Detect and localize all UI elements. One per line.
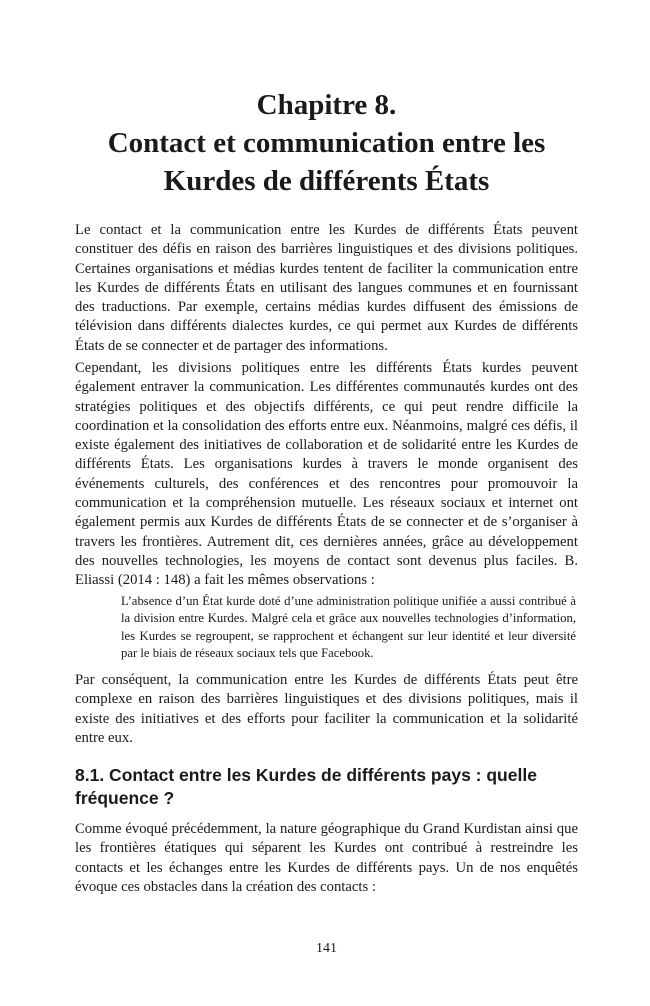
book-page [75,0,578,1006]
page-number: 141 [316,941,337,956]
chapter-title-line-3: Kurdes de différents États [163,165,490,197]
chapter-title [75,86,578,200]
chapter-number: Chapitre 8. [256,89,397,121]
body-paragraph: Cependant, les divisions politiques entre les différents États kurdes peuvent également entraver la communication. Les différentes communautés kurdes ont des stratégies politiques et des objectifs différents, ce qui peut rendre difficile la coordination et la consolidation des efforts entre eux. Néanmoins, malgré ces défis, il existe également des initiatives de collaboration et de solidarité entre les Kurdes de différents États. Les organisations kurdes à travers le monde organisent des événements culturels, des conférences et des rencontres pour promouvoir la communication et la compréhension mutuelle. Les réseaux sociaux et internet ont également permis aux Kurdes de différents États de se connecter et de s’organiser à travers les frontières. Autrement dit, ces dernières années, grâce au développement des nouvelles technologies, les moyens de contact sont devenus plus faciles. B. Eliassi (2014 : 148) a fait les mêmes observations : [75,360,578,589]
body-paragraph: Le contact et la communication entre les Kurdes de différents États peuvent constituer des défis en raison des barrières linguistiques et des divisions politiques. Certaines organisations et médias kurdes tentent de faciliter la communication entre les Kurdes de différents États en utilisant des langues communes et en fournissant des traductions. Par exemple, certains médias kurdes diffusent des émissions de télévision dans différents dialectes kurdes, ce qui permet aux Kurdes de différents États de se connecter et de partager des informations. [75,222,578,354]
body-paragraph: Comme évoqué précédemment, la nature géographique du Grand Kurdistan ainsi que les frontières étatiques qui séparent les Kurdes ont contribué à restreindre les contacts et les échanges entre les Kurdes de différents pays. Un de nos enquêtés évoque ces obstacles dans la création des contacts : [75,821,578,895]
section-heading: 8.1. Contact entre les Kurdes de différents pays : quelle fréquence ? [75,765,537,808]
block-quote: L’absence d’un État kurde doté d’une administration politique unifiée a aussi contribué à la division entre Kurdes. Malgré cela et grâce aux nouvelles technologies d’information, les Kurdes se regroupent, se rapprochent et échangent sur leur identité et leur diversité par le biais de réseaux sociaux tels que Facebook. [121,594,576,661]
body-paragraph: Par conséquent, la communication entre les Kurdes de différents États peut être complexe en raison des barrières linguistiques et des divisions politiques, mais il existe des initiatives et des efforts pour faciliter la communication et la solidarité entre eux. [75,672,578,746]
chapter-title-line-2: Contact et communication entre les [107,127,546,159]
